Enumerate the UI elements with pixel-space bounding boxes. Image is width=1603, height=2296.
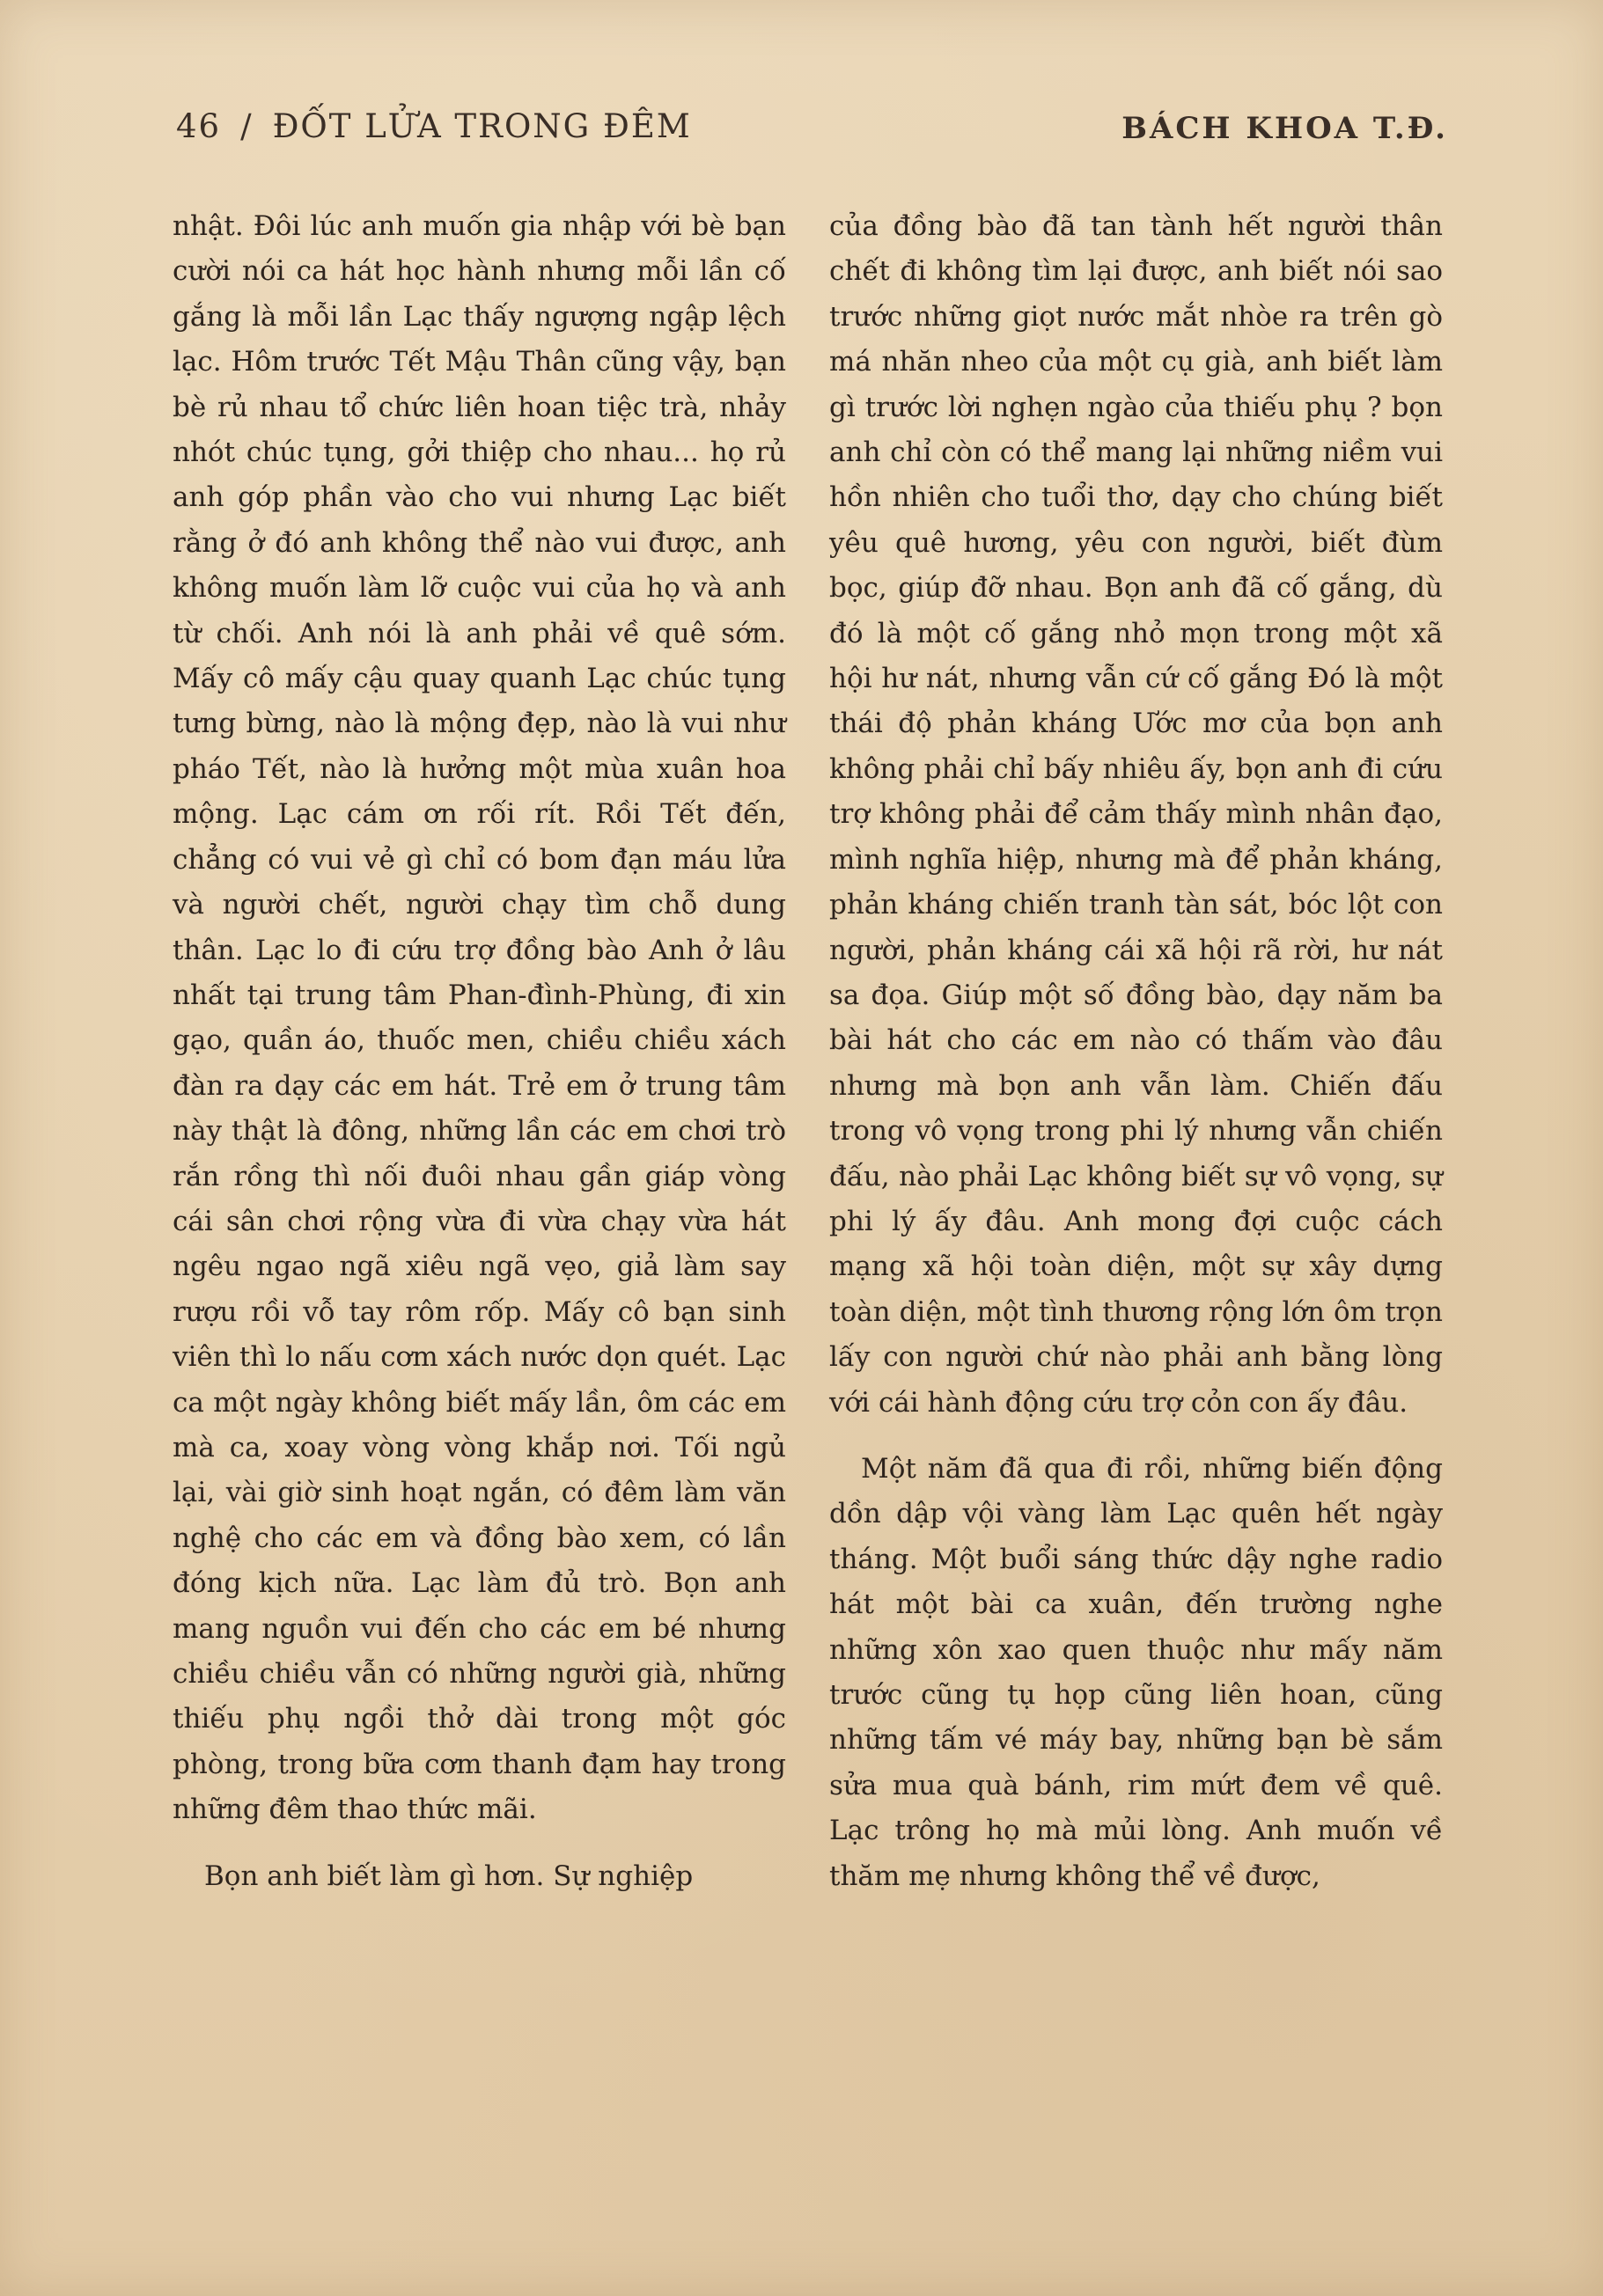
paragraph: Một năm đã qua đi rồi, những biến động dồn dập vội vàng làm Lạc quên hết ngày tháng. Một buổi sáng thức dậy nghe radio hát một bài ca xuân, đến trường nghe những xôn xao quen thuộc như mấy năm trước cũng tụ họp cũng liên hoan, cũng những tấm vé máy bay, những bạn bè sắm sửa mua quà bánh, rim mứt đem về quê. Lạc trông họ mà mủi lòng. Anh muốn về thăm mẹ nhưng không thể về được, <box>829 1452 1443 1892</box>
paragraph: của đồng bào đã tan tành hết người thân chết đi không tìm lại được, anh biết nói sao trước những giọt nước mắt nhòe ra trên gò má nhăn nheo của một cụ già, anh biết làm gì trước lời nghẹn ngào của thiếu phụ ? bọn anh chỉ còn có thể mang lại những niềm vui hồn nhiên cho tuổi thơ, dạy cho chúng biết yêu quê hương, yêu con người, biết đùm bọc, giúp đỡ nhau. Bọn anh đã cố gắng, dù đó là một cố gắng nhỏ mọn trong một xã hội hư nát, nhưng vẫn cứ cố gắng Đó là một thái độ phản kháng Ước mơ của bọn anh không phải chỉ bấy nhiêu ấy, bọn anh đi cứu trợ không phải để cảm thấy mình nhân đạo, mình nghĩa hiệp, nhưng mà để phản kháng, phản kháng chiến tranh tàn sát, bóc lột con người, phản kháng cái xã hội rã rời, hư nát sa đọa. Giúp một số đồng bào, dạy năm ba bài hát cho các em nào có thấm vào đâu nhưng mà bọn anh vẫn làm. Chiến đấu trong vô vọng trong phi lý nhưng vẫn chiến đấu, nào phải Lạc không biết sự vô vọng, sự phi lý ấy đâu. Anh mong đợi cuộc cách mạng xã hội toàn diện, một sự xây dựng toàn diện, một tình thương rộng lớn ôm trọn lấy con người chứ nào phải anh bằng lòng với cái hành động cứu trợ cỏn con ấy đâu. <box>829 210 1443 1419</box>
header-separator: / <box>240 107 254 145</box>
paragraph: nhật. Đôi lúc anh muốn gia nhập với bè bạn cười nói ca hát học hành nhưng mỗi lần cố gắng là mỗi lần Lạc thấy ngượng ngập lệch lạc. Hôm trước Tết Mậu Thân cũng vậy, bạn bè rủ nhau tổ chức liên hoan tiệc trà, nhảy nhót chúc tụng, gởi thiệp cho nhau... họ rủ anh góp phần vào cho vui nhưng Lạc biết rằng ở đó anh không thể nào vui được, anh không muốn làm lỡ cuộc vui của họ và anh từ chối. Anh nói là anh phải về quê sớm. Mấy cô mấy cậu quay quanh Lạc chúc tụng tưng bừng, nào là mộng đẹp, nào là vui như pháo Tết, nào là hưởng một mùa xuân hoa mộng. Lạc cám ơn rối rít. Rồi Tết đến, chẳng có vui vẻ gì chỉ có bom đạn máu lửa và người chết, người chạy tìm chỗ dung thân. Lạc lo đi cứu trợ đồng bào Anh ở lâu nhất tại trung tâm Phan-đình-Phùng, đi xin gạo, quần áo, thuốc men, chiều chiều xách đàn ra dạy các em hát. Trẻ em ở trung tâm này thật là đông, những lần các em chơi trò rắn rồng thì nối đuôi nhau gần giáp vòng cái sân chơi rộng vừa đi vừa chạy vừa hát ngêu ngao ngã xiêu ngã vẹo, giả làm say rượu rồi vỗ tay rôm rốp. Mấy cô bạn sinh viên thì lo nấu cơm xách nước dọn quét. Lạc ca một ngày không biết mấy lần, ôm các em mà ca, xoay vòng vòng khắp nơi. Tối ngủ lại, vài giờ sinh hoạt ngắn, có đêm làm văn nghệ cho các em và đồng bào xem, có lần đóng kịch nữa. Lạc làm đủ trò. Bọn anh mang nguồn vui đến cho các em bé nhưng chiều chiều vẫn có những người già, những thiếu phụ ngồi thở dài trong một góc phòng, trong bữa cơm thanh đạm hay trong những đêm thao thức mãi. <box>173 210 786 1826</box>
page-number: 46 <box>176 107 222 145</box>
text-column-left <box>173 204 786 1899</box>
paragraph: Bọn anh biết làm gì hơn. Sự nghiệp <box>204 1860 694 1892</box>
text-column-right <box>829 204 1443 1899</box>
publication-name: BÁCH KHOA T.Đ. <box>1121 111 1448 146</box>
running-header <box>176 107 1448 157</box>
running-title: ĐỐT LỬA TRONG ĐÊM <box>272 107 692 145</box>
header-left <box>176 107 692 145</box>
